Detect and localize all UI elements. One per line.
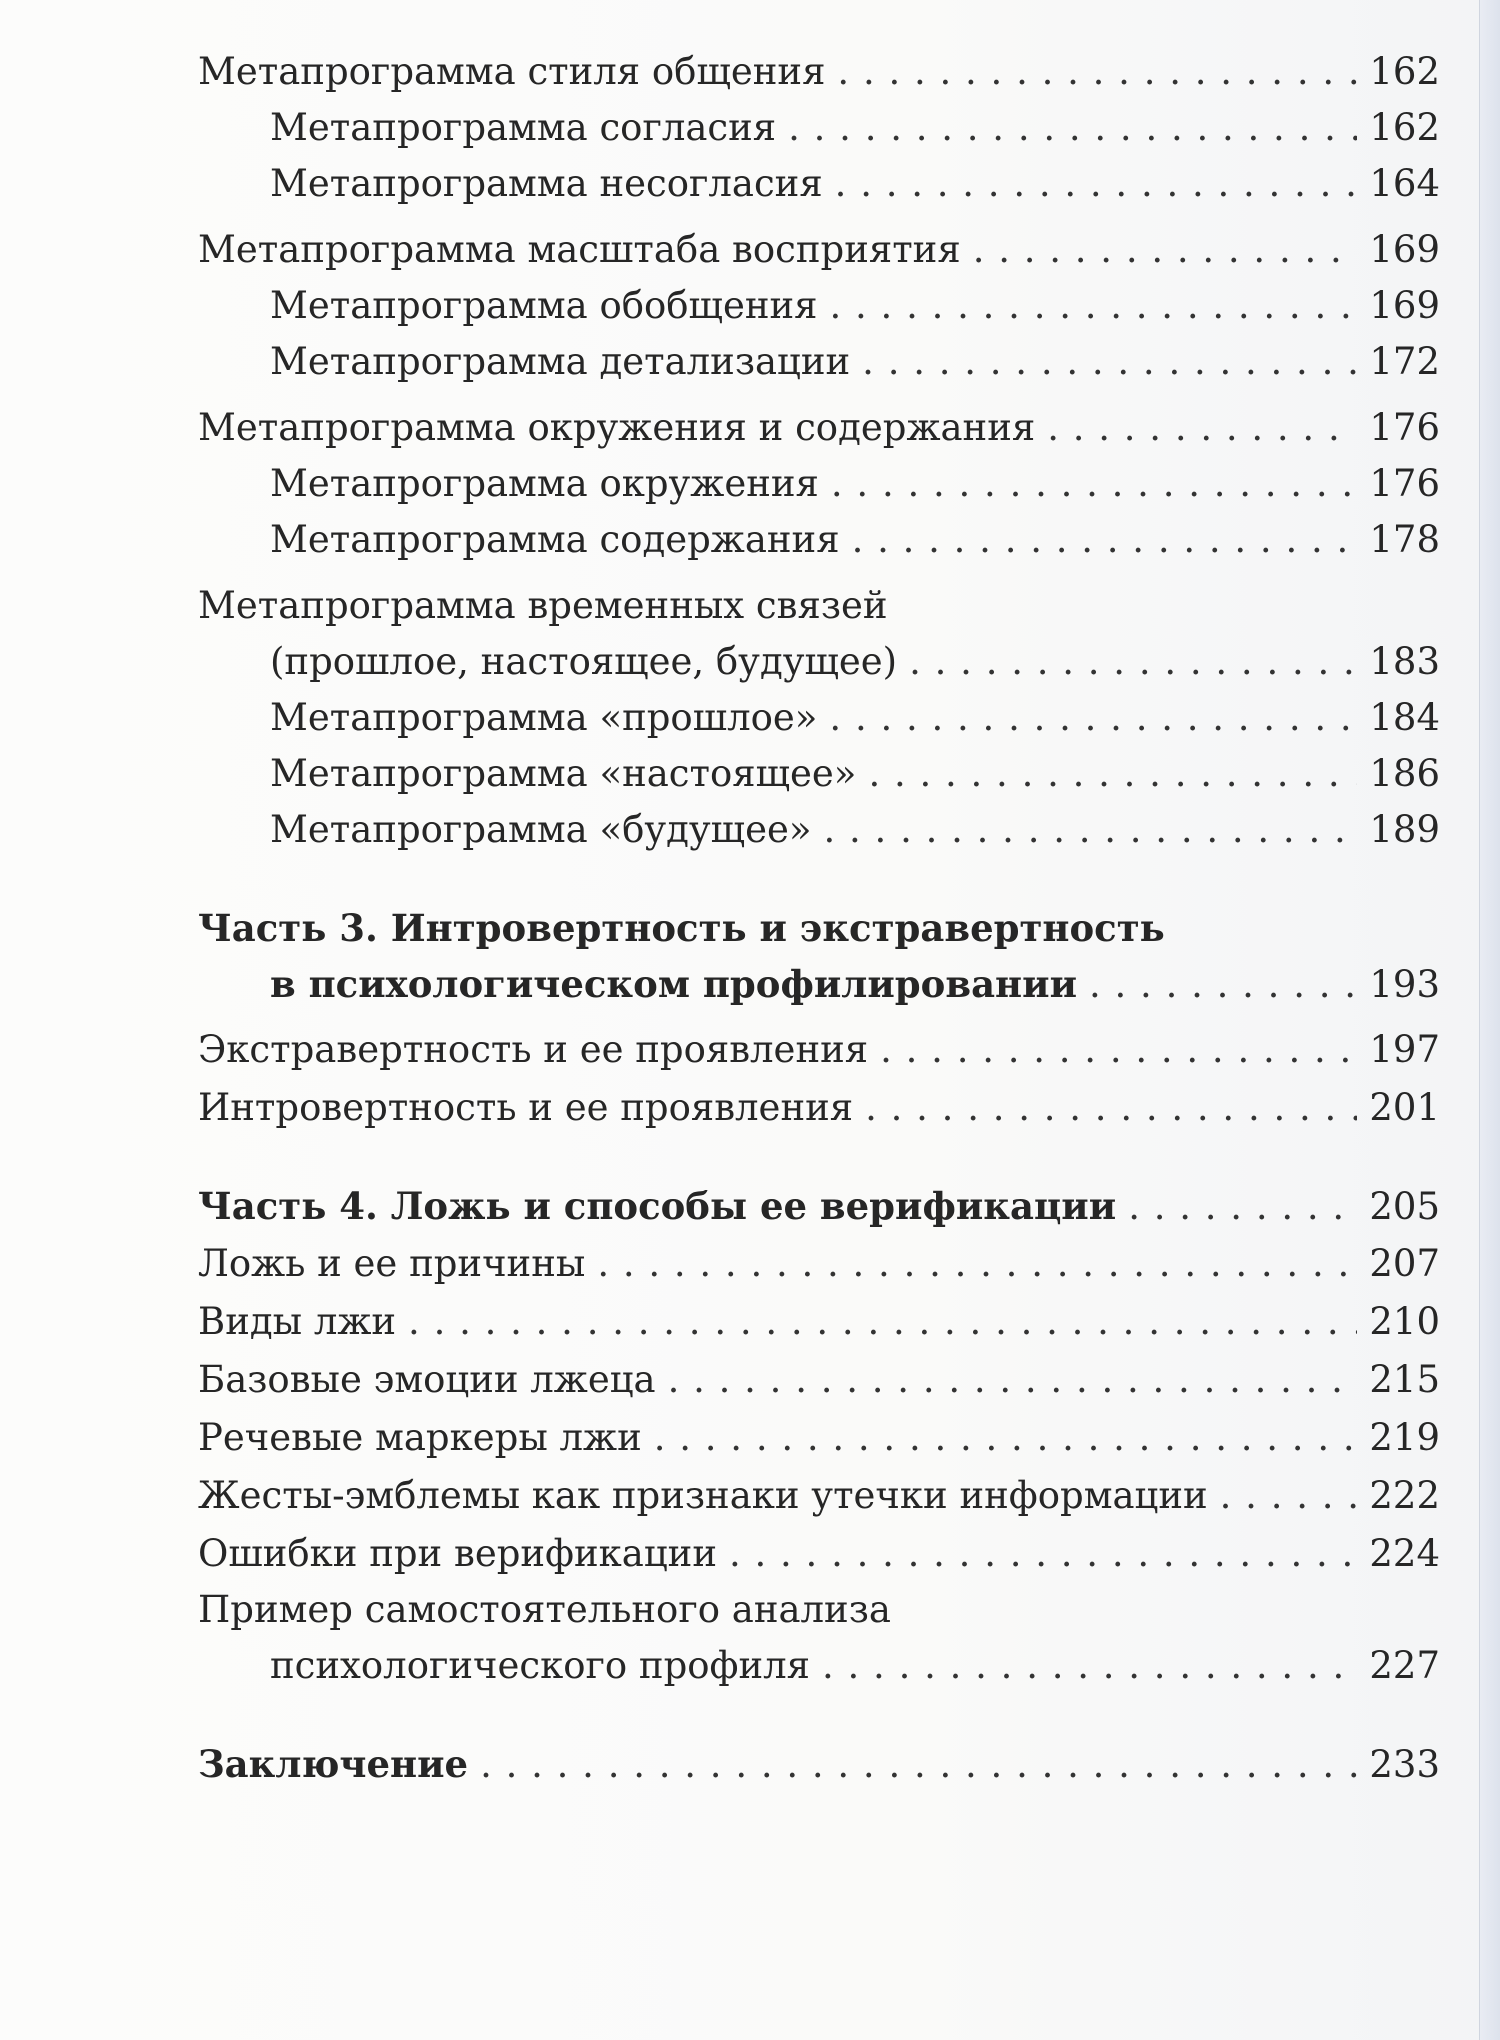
dot-leader xyxy=(909,638,1357,686)
toc-entry-title: Ложь и ее причины xyxy=(198,1242,586,1285)
dot-leader xyxy=(480,1741,1357,1789)
dot-leader xyxy=(852,516,1358,564)
dot-leader xyxy=(831,460,1357,508)
toc-entry xyxy=(270,1642,1440,1690)
toc-entry xyxy=(270,638,1440,686)
dot-leader xyxy=(829,694,1357,742)
toc-entry xyxy=(270,282,1440,330)
dot-leader xyxy=(408,1298,1357,1346)
toc-entry-title: Метапрограмма «будущее» xyxy=(270,808,812,851)
toc-entry xyxy=(270,806,1440,854)
dot-leader xyxy=(835,160,1358,208)
dot-leader xyxy=(1220,1472,1358,1520)
toc-entry xyxy=(198,1026,1440,1074)
toc-entry xyxy=(270,460,1440,508)
toc-entry-page-number: 219 xyxy=(1369,1416,1440,1459)
toc-entry xyxy=(270,160,1440,208)
toc-entry-title: Метапрограмма окружения и содержания xyxy=(198,406,1036,449)
toc-entry-title: Пример самостоятельного анализа xyxy=(198,1588,891,1631)
toc-entry-page-number: 233 xyxy=(1369,1743,1440,1786)
toc-entry xyxy=(198,1586,1440,1634)
toc-entry-title: Интровертность и ее проявления xyxy=(198,1086,854,1129)
toc-entry-title: в психологическом профилировании xyxy=(270,962,1078,1006)
toc-entry-title: Метапрограмма «настоящее» xyxy=(270,752,857,795)
toc-entry xyxy=(270,104,1440,152)
dot-leader xyxy=(788,104,1357,152)
toc-entry-title: Метапрограмма несогласия xyxy=(270,162,823,205)
dot-leader xyxy=(729,1530,1357,1578)
toc-entry-title: Метапрограмма «прошлое» xyxy=(270,696,818,739)
toc-entry-title: Заключение xyxy=(198,1742,469,1786)
toc-entry-page-number: 222 xyxy=(1369,1474,1440,1517)
toc-entry-title: Метапрограмма содержания xyxy=(270,518,840,561)
toc-entry xyxy=(198,904,1440,952)
toc-entry xyxy=(270,960,1440,1009)
toc-entry-title: психологического профиля xyxy=(270,1644,811,1687)
toc-entry-page-number: 183 xyxy=(1369,640,1440,683)
toc-entry-title: Метапрограмма масштаба восприятия xyxy=(198,228,961,271)
toc-entry xyxy=(198,48,1440,96)
toc-entry-title: Часть 3. Интровертность и экстравертность xyxy=(198,906,1165,950)
toc-entry xyxy=(198,1472,1440,1520)
toc-entry-page-number: 176 xyxy=(1369,406,1440,449)
toc-entry-title: Экстравертность и ее проявления xyxy=(198,1028,869,1071)
toc-entry xyxy=(198,1298,1440,1346)
toc-entry-page-number: 227 xyxy=(1369,1644,1440,1687)
toc-entry xyxy=(198,1182,1440,1231)
toc-entry-page-number: 207 xyxy=(1369,1242,1440,1285)
dot-leader xyxy=(654,1414,1358,1462)
toc-entry xyxy=(270,750,1440,798)
toc-entry-page-number: 169 xyxy=(1369,284,1440,327)
dot-leader xyxy=(973,226,1358,274)
toc-entry xyxy=(198,1530,1440,1578)
toc-entry xyxy=(198,1414,1440,1462)
toc-entry xyxy=(198,226,1440,274)
toc-entry xyxy=(198,404,1440,452)
toc-entry xyxy=(270,338,1440,386)
toc-entry-page-number: 193 xyxy=(1369,963,1440,1006)
toc-entry xyxy=(198,1240,1440,1288)
toc-entry-title: Метапрограмма временных связей xyxy=(198,584,888,627)
dot-leader xyxy=(1128,1183,1357,1231)
toc-entry-title: Метапрограмма обобщения xyxy=(270,284,818,327)
toc-entry-title: Жесты-эмблемы как признаки утечки информации xyxy=(198,1474,1208,1517)
dot-leader xyxy=(824,806,1358,854)
toc-entry-page-number: 201 xyxy=(1369,1086,1440,1129)
toc-entry xyxy=(198,1740,1440,1789)
dot-leader xyxy=(868,750,1357,798)
toc-entry-page-number: 164 xyxy=(1369,162,1440,205)
toc-entry-page-number: 184 xyxy=(1369,696,1440,739)
toc-entry-title: Метапрограмма согласия xyxy=(270,106,777,149)
toc-entry-page-number: 205 xyxy=(1369,1185,1440,1228)
toc-entry-page-number: 176 xyxy=(1369,462,1440,505)
toc-entry-page-number: 162 xyxy=(1369,106,1440,149)
dot-leader xyxy=(668,1356,1358,1404)
toc-entry xyxy=(198,1084,1440,1132)
toc-entry-title: Речевые маркеры лжи xyxy=(198,1416,642,1459)
toc-entry-title: (прошлое, настоящее, будущее) xyxy=(270,640,898,683)
toc-entry-page-number: 186 xyxy=(1369,752,1440,795)
dot-leader xyxy=(837,48,1357,96)
dot-leader xyxy=(1089,961,1357,1009)
toc-entry-page-number: 178 xyxy=(1369,518,1440,561)
toc-entry-page-number: 224 xyxy=(1369,1532,1440,1575)
toc-entry-title: Метапрограмма стиля общения xyxy=(198,50,826,93)
toc-entry-title: Метапрограмма окружения xyxy=(270,462,819,505)
toc-entry-page-number: 162 xyxy=(1369,50,1440,93)
dot-leader xyxy=(880,1026,1357,1074)
toc-entry-title: Метапрограмма детализации xyxy=(270,340,851,383)
toc-entry xyxy=(270,694,1440,742)
toc-entry-page-number: 172 xyxy=(1369,340,1440,383)
dot-leader xyxy=(862,338,1357,386)
dot-leader xyxy=(830,282,1358,330)
toc-entry-title: Базовые эмоции лжеца xyxy=(198,1358,656,1401)
toc-entry-page-number: 197 xyxy=(1369,1028,1440,1071)
page-edge xyxy=(1479,0,1500,2040)
toc-entry-page-number: 215 xyxy=(1369,1358,1440,1401)
dot-leader xyxy=(822,1642,1357,1690)
toc-entry-page-number: 169 xyxy=(1369,228,1440,271)
toc-entry xyxy=(270,516,1440,564)
toc-entry-page-number: 189 xyxy=(1369,808,1440,851)
dot-leader xyxy=(1047,404,1357,452)
toc-entry-title: Ошибки при верификации xyxy=(198,1532,717,1575)
toc-entry-page-number: 210 xyxy=(1369,1300,1440,1343)
toc-entry xyxy=(198,1356,1440,1404)
toc-entry-title: Виды лжи xyxy=(198,1300,397,1343)
dot-leader xyxy=(597,1240,1357,1288)
toc-entry xyxy=(198,582,1440,630)
dot-leader xyxy=(865,1084,1357,1132)
toc-entry-title: Часть 4. Ложь и способы ее верификации xyxy=(198,1184,1117,1228)
